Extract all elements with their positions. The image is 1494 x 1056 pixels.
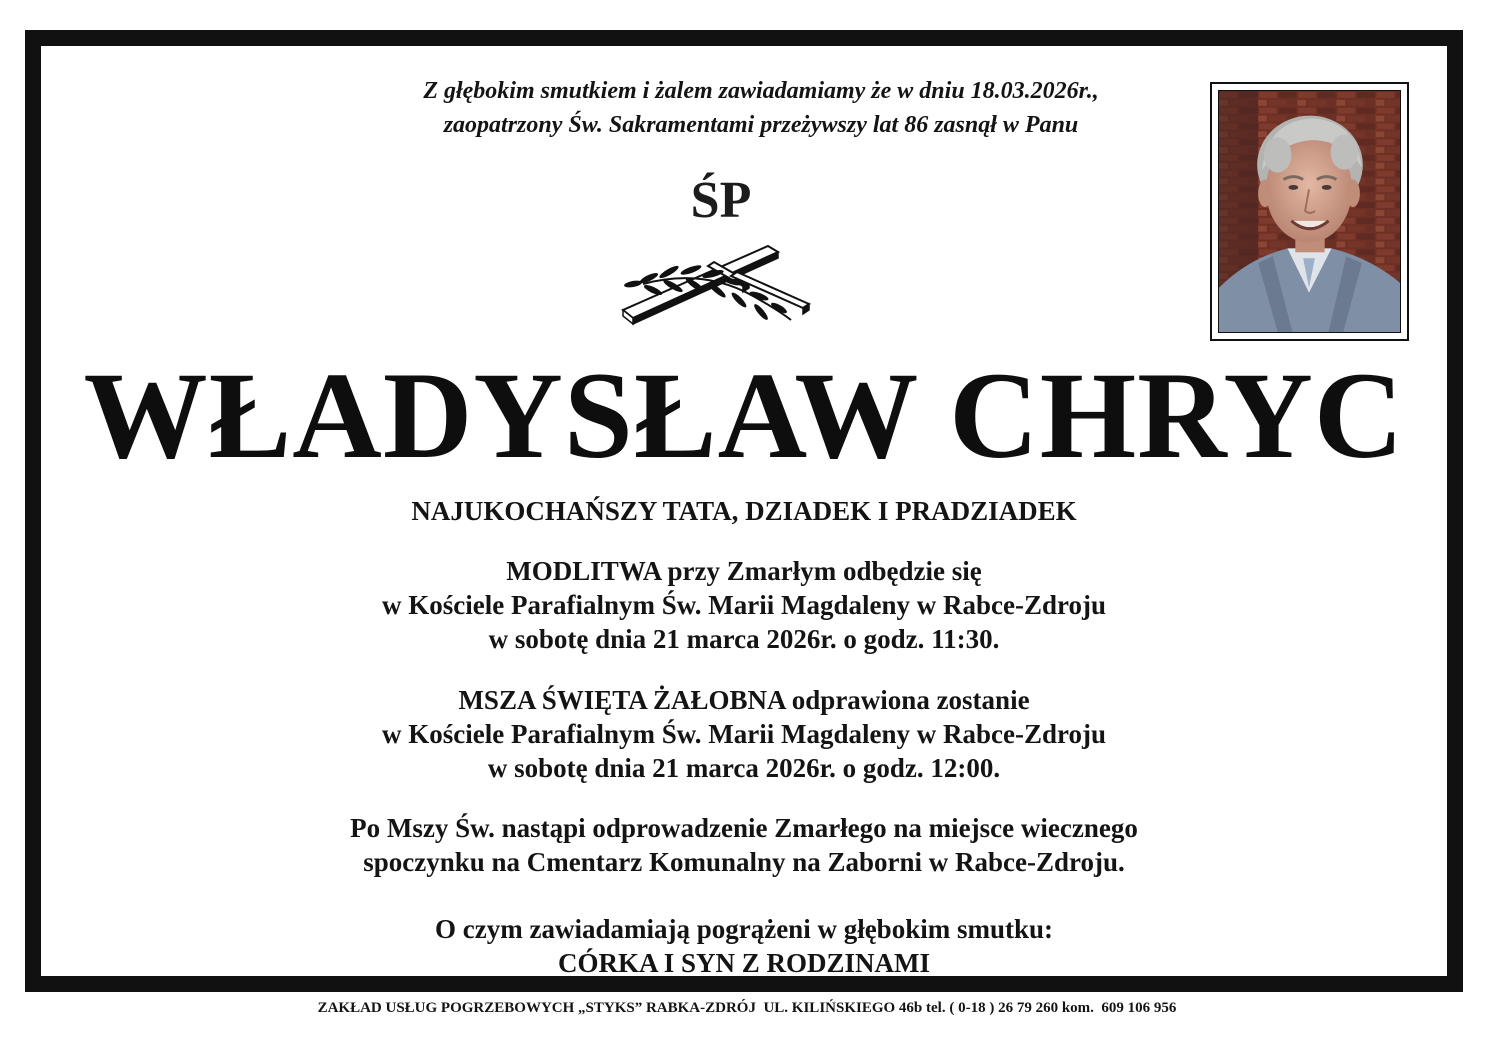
prayer-line-1: MODLITWA przy Zmarłym odbędzie się [506, 556, 982, 586]
obituary-card [41, 46, 1447, 976]
mass-line-2: w Kościele Parafialnym Św. Marii Magdaleny w Rabce-Zdroju [382, 719, 1106, 749]
closing-info [41, 912, 1447, 980]
burial-line-1: Po Mszy Św. nastąpi odprowadzenie Zmarłego na miejsce wiecznego [350, 813, 1138, 843]
intro-line-2: zaopatrzony Św. Sakramentami przeżywszy lat 86 zasnął w Panu [443, 112, 1079, 138]
prayer-line-2: w Kościele Parafialnym Św. Marii Magdaleny w Rabce-Zdroju [382, 590, 1106, 620]
burial-line-2: spoczynku na Cmentarz Komunalny na Zaborni w Rabce-Zdroju. [363, 847, 1125, 877]
portrait-frame [1210, 82, 1409, 341]
cross-with-palm-branch-icon [613, 238, 823, 338]
mourning-border-frame [25, 30, 1463, 992]
funeral-home-footer: ZAKŁAD USŁUG POGRZEBOWYCH „STYKS” RABKA-ZDRÓJ UL. KILIŃSKIEGO 46b tel. ( 0-18 ) 26 79 260 kom. 609 106 956 [317, 1000, 1177, 1016]
mass-line-3: w sobotę dnia 21 marca 2026r. o godz. 12:00. [487, 753, 1001, 783]
portrait-photo [1218, 90, 1401, 333]
mass-line-1: MSZA ŚWIĘTA ŻAŁOBNA odprawiona zostanie [458, 685, 1030, 715]
sp-abbreviation: ŚP [690, 172, 752, 229]
prayer-line-3: w sobotę dnia 21 marca 2026r. o godz. 11:30. [488, 624, 1000, 654]
closing-line-1: O czym zawiadamiają pogrążeni w głębokim smutku: [435, 914, 1053, 944]
intro-line-1: Z głębokim smutkiem i żalem zawiadamiamy że w dniu 18.03.2026r., [423, 78, 1099, 104]
closing-line-2: CÓRKA I SYN Z RODZINAMI [557, 948, 931, 978]
burial-info [41, 811, 1447, 879]
prayer-info [41, 554, 1447, 656]
intro-text [311, 74, 1211, 142]
family-role: NAJUKOCHAŃSZY TATA, DZIADEK I PRADZIADEK [411, 496, 1077, 526]
deceased-name: WŁADYSŁAW CHRYC [83, 347, 1405, 484]
mass-info [41, 683, 1447, 785]
